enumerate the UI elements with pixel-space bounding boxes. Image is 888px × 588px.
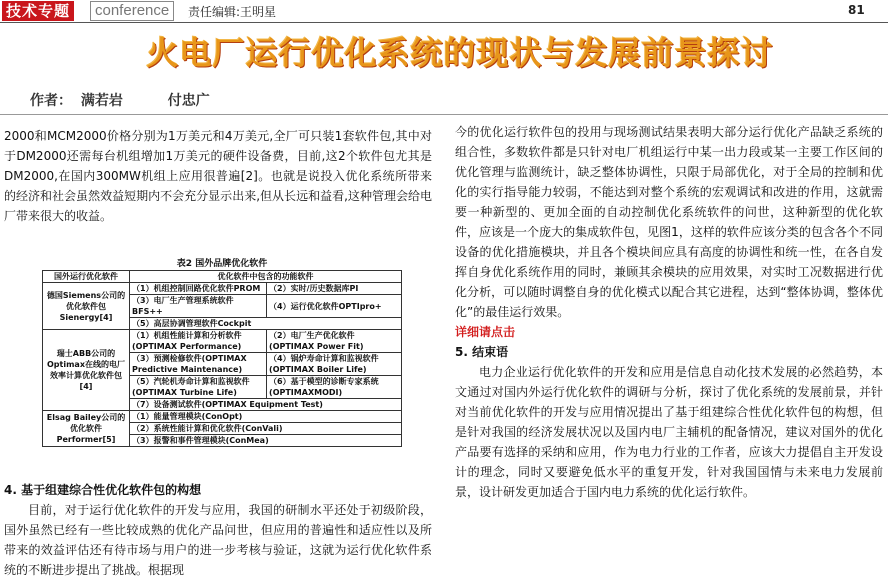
article-title: 火电厂运行优化系统的现状与发展前景探讨 xyxy=(146,34,774,72)
page-header xyxy=(0,0,888,22)
section-4-heading: 4. 基于组建综合性优化软件包的构想 xyxy=(4,483,202,497)
table-header-software: 国外运行优化软件 xyxy=(43,271,130,283)
row-elsag-name: Elsag Bailey公司的优化软件Performer[5] xyxy=(43,411,130,447)
page-number: 81 xyxy=(848,3,865,17)
table-caption: 表2 国外品牌优化软件 xyxy=(176,259,268,269)
table-cell: （1）机组性能计算和分析软件(OPTIMAX Performance) xyxy=(130,330,267,353)
table-cell: （3）报警和事件管理模块(ConMea) xyxy=(130,435,402,447)
table-cell: （3）预测检修软件(OPTIMAX Predictive Maintenance) xyxy=(130,353,267,376)
table-cell: （5）汽轮机寿命计算和监视软件(OPTIMAX Turbine Life) xyxy=(130,376,267,399)
table-cell: （4）运行优化软件OPTIpro+ xyxy=(267,295,402,318)
table-cell: （4）锅炉寿命计算和监视软件(OPTIMAX Boiler Life) xyxy=(267,353,402,376)
software-table xyxy=(42,258,402,447)
right-paragraph-1: 今的优化运行软件包的投用与现场测试结果表明大部分运行优化产品缺乏系统的组合性，多数软件都是只针对电厂机组运行中某一出力段或某一主要工作区间的优化管理与监测统计，缺乏整体协调性，只限于局部优化，对于全局的控制和优化的实行指导能力较弱，不能达到对整个系统的宏观调试和改进的作用，这就需要一种新型的、更加全面的自动控制优化系统软件的问世，这种新型的优化软件，应该是一个庞大的集成软件包，见图1，这样的软件应该分类的包含各个不同设备的优化措施模块，并且各个模块间应具有高度的协调性和统一性，在各自发挥自身优化系统作用的同时，兼顾其余模块的应用效果，对实时工况数据进行优化分析，可以随时调整自身的优化模式以配合其它进程，达到“整体协调，整体优化”的最佳运行效果。 xyxy=(455,125,883,319)
conference-label: conference xyxy=(90,1,174,21)
right-paragraph-2: 电力企业运行优化软件的开发和应用是信息自动化技术发展的必然趋势，本文通过对国内外运行优化软件的调研与分析，探讨了优化系统的发展前景，并针对当前优化软件的开发与应用情况提出了基于组建综合性优化软件包的构想，但是针对我国的经济发展状况以及国内电厂主辅机的配备情况，建议对国外的优化产品要有选择的采纳和应用，作为电力行业的工作者，应该大力提倡自主开发设计的理念，同时又要避免低水平的重复开发，针对我国国情与未来电力发展前景，设计研发更加适合于国内电力系统的优化运行软件。 xyxy=(455,365,883,499)
table-cell: （7）设备测试软件(OPTIMAX Equipment Test) xyxy=(130,399,402,411)
title-rule xyxy=(0,114,888,115)
left-paragraph-2: 目前，对于运行优化软件的开发与应用，我国的研制水平还处于初级阶段，国外虽然已经有一些比较成熟的优化产品问世，但应用的普遍性和适应性以及所带来的效益评估还有待市场与用户的进一步考核与验证，这就为运行优化软件系统的不断进步提出了挑战。根据现 xyxy=(4,503,432,577)
row-abb-name: 瑞士ABB公司的Optimax在线的电厂效率计算优化软件包[4] xyxy=(43,330,130,411)
author-2: 付忠广 xyxy=(167,93,210,109)
table-cell: （2）电厂生产优化软件(OPTIMAX Power Fit) xyxy=(267,330,402,353)
left-column-bottom xyxy=(4,480,432,580)
table-cell: （3）电厂生产管理系统软件BFS++ xyxy=(130,295,267,318)
table-grid xyxy=(42,270,402,447)
table-cell: （5）高层协调管理软件Cockpit xyxy=(130,318,402,330)
left-paragraph-1: 2000和MCM2000价格分别为1万美元和4万美元,全厂可只装1套软件包,其中对于DM2000还需每台机组增加1万美元的硬件设备费，目前,这2个软件包尤其是DM2000,在国内300MW机组上应用很普遍[2]。也就是说投入优化系统所带来的经济和社会虽然效益短期内不会充分显示出来,但从长远和益看,这种管理会给电厂带来很大的收益。 xyxy=(4,129,432,223)
row-siemens-name: 德国Siemens公司的优化软件包Sienergy[4] xyxy=(43,283,130,330)
right-column xyxy=(455,122,883,502)
section-5-heading: 5. 结束语 xyxy=(455,345,509,359)
left-column xyxy=(4,126,432,226)
section-brand: 技术专题 xyxy=(2,1,74,21)
table-cell: （1）机组控制回路优化软件PROM xyxy=(130,283,267,295)
authors-label: 作者： xyxy=(30,93,72,109)
table-cell: （6）基于模型的诊断专家系统(OPTIMAXMODI) xyxy=(267,376,402,399)
editor-credit: 责任编辑:王明星 xyxy=(188,5,277,19)
table-cell: （1）能量管理模块(ConOpt) xyxy=(130,411,402,423)
table-cell: （2）实时/历史数据库PI xyxy=(267,283,402,295)
author-1: 满若岩 xyxy=(80,93,123,109)
read-more-link[interactable]: 详细请点击 xyxy=(455,325,516,339)
table-header-functions: 优化软件中包含的功能软件 xyxy=(130,271,402,283)
header-rule xyxy=(0,22,888,23)
table-cell: （2）系统性能计算和优化软件(ConVali) xyxy=(130,423,402,435)
author-line xyxy=(30,90,214,110)
